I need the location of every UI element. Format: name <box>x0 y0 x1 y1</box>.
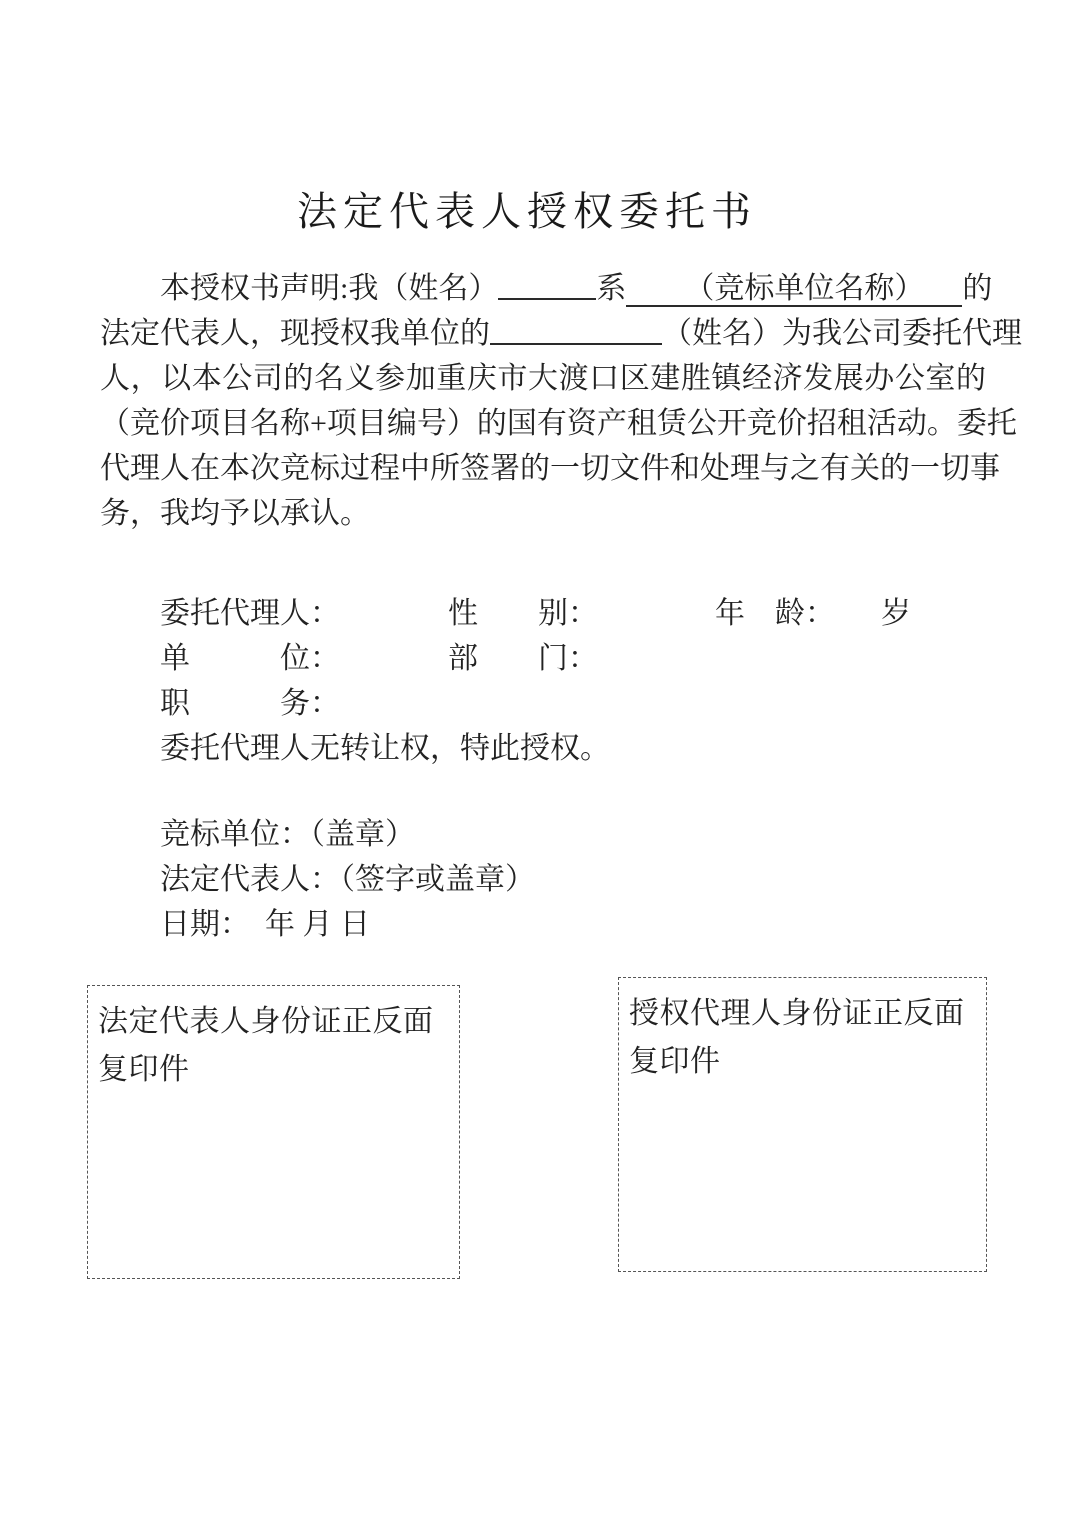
line2-end-text: （姓名）为我公司委托代理 <box>662 317 1022 350</box>
legal-representative-sign-line: 法定代表人：（签字或盖章） <box>160 863 535 896</box>
gender-label: 性 别： <box>448 597 598 630</box>
field-row-agent <box>100 588 986 633</box>
agent-info-fields <box>100 588 986 768</box>
age-unit-label: 岁 <box>881 597 911 630</box>
legal-rep-id-copy-box <box>87 985 460 1279</box>
agent-name-blank-underline <box>490 313 662 345</box>
department-label: 部 门： <box>448 642 598 675</box>
legal-rep-id-copy-label: 法定代表人身份证正反面复印件 <box>98 1005 434 1086</box>
name-blank-underline <box>498 268 596 300</box>
body-line-1 <box>100 266 993 311</box>
field-row-unit <box>100 633 986 678</box>
no-transfer-note: 委托代理人无转让权，特此授权。 <box>160 732 610 765</box>
field-row-note <box>100 723 986 768</box>
body-line-3: 人，以本公司的名义参加重庆市大渡口区建胜镇经济发展办公室的 <box>100 362 986 395</box>
bidder-unit-blank-underline <box>626 272 962 307</box>
date-line: 日期： 年 月 日 <box>160 908 370 941</box>
agent-label: 委托代理人： <box>160 597 340 630</box>
unit-label: 单 位： <box>160 642 340 675</box>
body-paragraph <box>100 266 1022 536</box>
body-line-5: 代理人在本次竞标过程中所签署的一切文件和处理与之有关的一切事 <box>100 452 1000 485</box>
body-line-4: （竞价项目名称+项目编号）的国有资产租赁公开竞价招租活动。委托 <box>100 407 1017 440</box>
bidder-unit-label: （竞标单位名称） <box>684 272 925 305</box>
authorized-agent-id-copy-label: 授权代理人身份证正反面复印件 <box>629 997 965 1078</box>
body-line-6: 务，我均予以承认。 <box>100 497 370 530</box>
signature-block <box>160 812 535 947</box>
document-title: 法定代表人授权委托书 <box>297 189 757 234</box>
line1-pre-text: 本授权书声明:我（姓名） <box>160 272 499 305</box>
line1-end-text: 的 <box>962 272 993 305</box>
line2-pre-text: 法定代表人，现授权我单位的 <box>100 317 490 350</box>
bidder-unit-seal-line: 竞标单位：（盖章） <box>160 818 415 851</box>
field-row-position <box>100 678 986 723</box>
age-label: 年 龄： <box>715 597 835 630</box>
authorized-agent-id-copy-box <box>618 977 987 1272</box>
line1-conjunction: 系 <box>596 272 627 305</box>
body-line-2 <box>100 311 1022 356</box>
position-label: 职 务： <box>160 687 340 720</box>
